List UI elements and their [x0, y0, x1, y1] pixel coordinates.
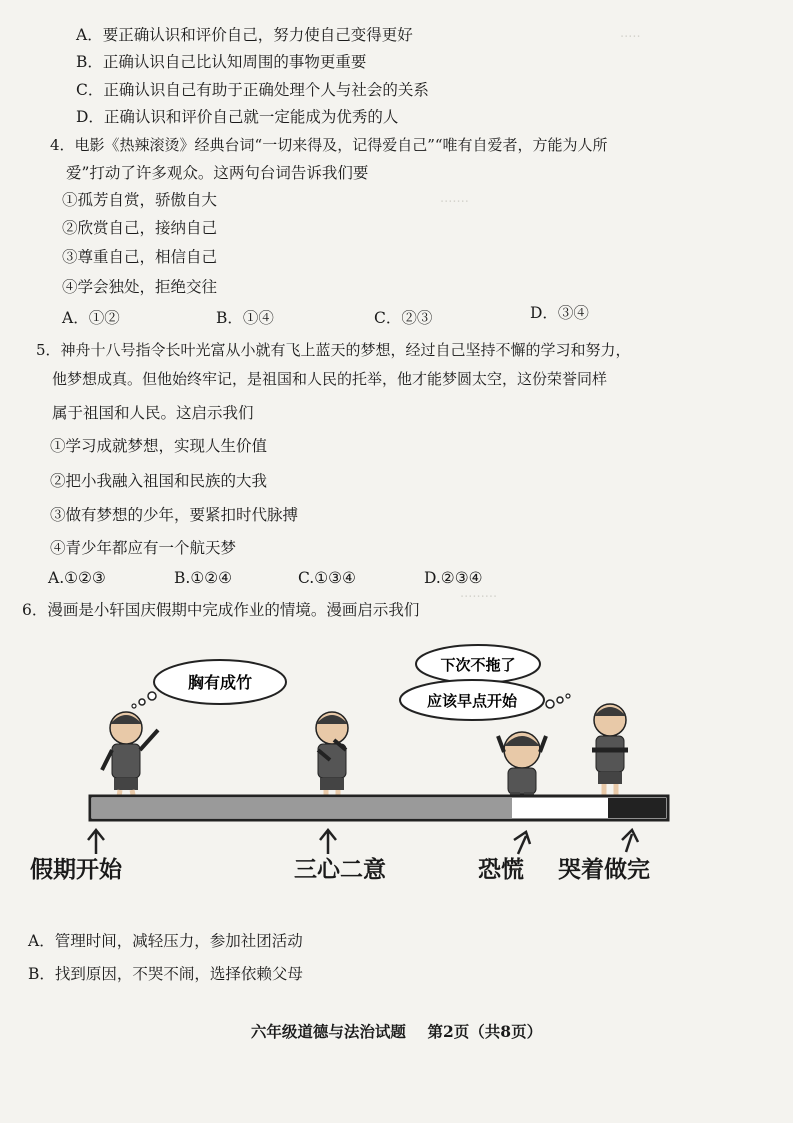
- q4-stem-line1: 4．电影《热辣滚烫》经典台词“一切来得及，记得爱自己”“唯有自爱者，方能为人所: [50, 136, 608, 154]
- q5-stem-line2: 他梦想成真。但他始终牢记，是祖国和人民的托举，他才能梦圆太空，这份荣誉同样: [52, 370, 608, 388]
- thought-bubble-1: [132, 660, 286, 708]
- q6-option-a: A．管理时间，减轻压力，参加社团活动: [28, 932, 303, 950]
- q4-choice-c: C．②③: [374, 309, 433, 327]
- bubble-text-2: 下次不拖了: [440, 656, 516, 674]
- q4-choice-b: B．①④: [216, 309, 274, 327]
- timeline-arrows: [88, 830, 638, 854]
- q4-item-4: ④学会独处，拒绝交往: [62, 278, 218, 296]
- label-holiday-start: 假期开始: [30, 856, 122, 883]
- q5-item-2: ②把小我融入祖国和民族的大我: [50, 472, 268, 490]
- thought-bubble-3: [400, 680, 570, 720]
- bleed-through: ·········: [460, 590, 498, 605]
- q4-choice-d: D．③④: [530, 304, 589, 322]
- q5-choice-d: D.②③④: [424, 569, 483, 587]
- bubble-text-3: 应该早点开始: [426, 692, 518, 710]
- q4-choice-a: A．①②: [62, 309, 120, 327]
- comic-illustration: [60, 640, 760, 900]
- bubble-text-1: 胸有成竹: [187, 673, 253, 692]
- q4-item-3: ③尊重自己，相信自己: [62, 248, 218, 266]
- timeline-bar: [90, 796, 668, 820]
- thought-bubble-2: [416, 645, 540, 683]
- label-panic: 恐慌: [478, 856, 524, 883]
- q3-option-d: D．正确认识和评价自己就一定能成为优秀的人: [76, 108, 399, 126]
- q5-choice-c: C.①③④: [298, 569, 356, 587]
- q5-choice-b: B.①②④: [174, 569, 233, 587]
- q4-item-2: ②欣赏自己，接纳自己: [62, 219, 218, 237]
- q3-option-b: B．正确认识自己比认知周围的事物更重要: [76, 53, 367, 71]
- q4-item-1: ①孤芳自赏，骄傲自大: [62, 191, 218, 209]
- bleed-through: ·······: [440, 195, 469, 210]
- page-footer: [0, 1020, 793, 1042]
- q5-item-4: ④青少年都应有一个航天梦: [50, 539, 237, 557]
- q5-item-3: ③做有梦想的少年，要紧扣时代脉搏: [50, 506, 299, 524]
- bleed-through: ·····: [620, 30, 641, 45]
- q5-choice-a: A.①②③: [48, 569, 106, 587]
- label-distracted: 三心二意: [294, 856, 386, 883]
- boy-panicked-figure: [498, 732, 546, 804]
- q3-option-a: A．要正确认识和评价自己，努力使自己变得更好: [76, 26, 413, 44]
- footer-title: 六年级道德与法治试题: [250, 1022, 406, 1041]
- q3-option-c: C．正确认识自己有助于正确处理个人与社会的关系: [76, 81, 429, 99]
- footer-page: 第2页（共8页）: [427, 1022, 543, 1041]
- q5-item-1: ①学习成就梦想，实现人生价值: [50, 437, 268, 455]
- q4-stem-line2: 爱”打动了许多观众。这两句台词告诉我们要: [66, 164, 369, 182]
- q6-option-b: B．找到原因，不哭不闹，选择依赖父母: [28, 965, 303, 983]
- q5-stem-line3: 属于祖国和人民。这启示我们: [52, 404, 254, 422]
- q6-stem: 6．漫画是小轩国庆假期中完成作业的情境。漫画启示我们: [22, 601, 420, 619]
- label-crying: 哭着做完: [558, 856, 650, 883]
- q5-stem-line1: 5．神舟十八号指令长叶光富从小就有飞上蓝天的梦想，经过自己坚持不懈的学习和努力，: [36, 341, 631, 359]
